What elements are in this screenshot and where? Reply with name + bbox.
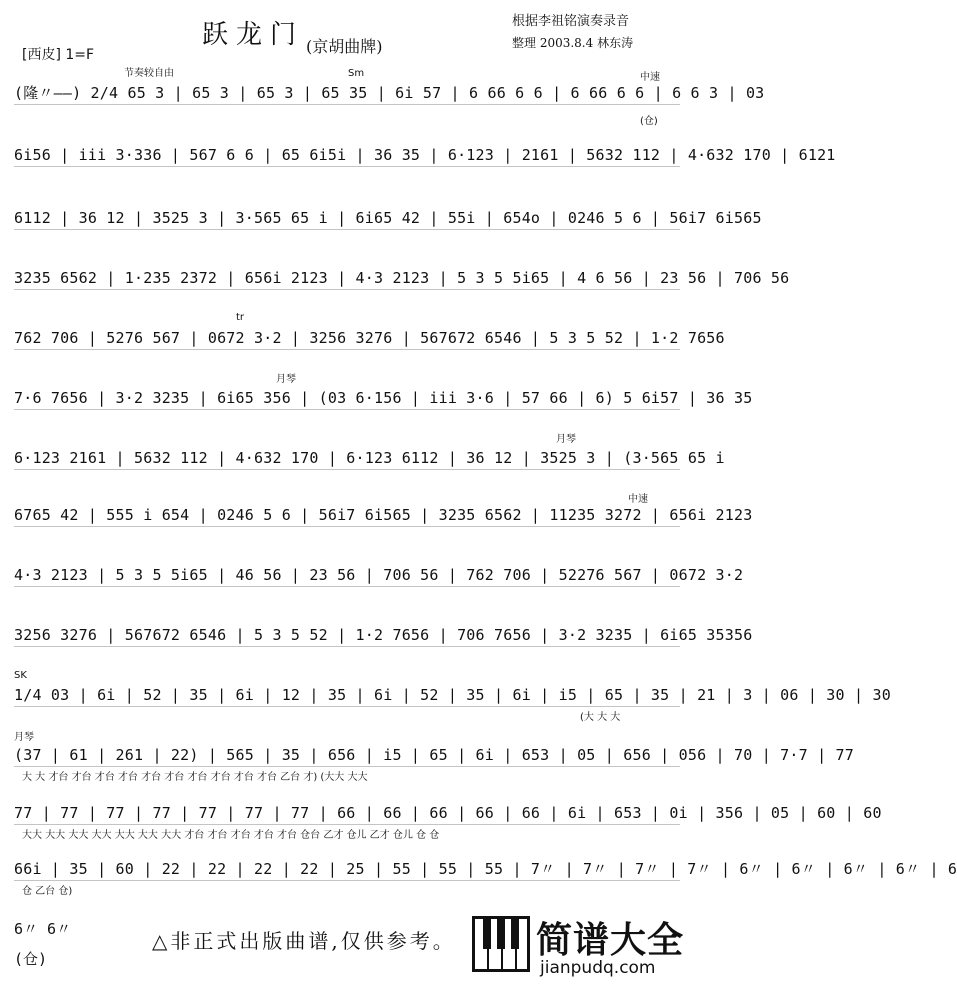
- bao-annotation: (仓): [640, 116, 658, 127]
- sm-annotation: Sm: [348, 68, 365, 79]
- score-row-2: 6i56 | iii 3·336 | 567 6 6 | 65 6i5i | 36 35 | 6·123 | 2161 | 5632 112 | 4·632 170 | 6121: [14, 142, 680, 168]
- score-row-1: (隆〃——) 2/4 65 3 | 65 3 | 65 3 | 65 35 | 6i 57 | 6 66 6 6 | 6 66 6 6 | 6 6 3 | 03: [14, 80, 680, 106]
- score-row-6: 7·6 7656 | 3·2 3235 | 6i65 356 | (03 6·156 | iii 3·6 | 57 66 | 6) 5 6i57 | 36 35: [14, 385, 680, 411]
- score-row-9: 4·3 2123 | 5 3 5 5i65 | 46 56 | 23 56 | 706 56 | 762 706 | 52276 567 | 0672 3·2: [14, 562, 680, 588]
- percussion-row-11: (大 大 大: [580, 712, 621, 723]
- logo-brand-text: 简谱大全: [536, 920, 685, 961]
- score-row-14: 66i | 35 | 60 | 22 | 22 | 22 | 22 | 25 | 55 | 55 | 55 | 7〃 | 7〃 | 7〃 | 7〃 | 6〃 | 6〃 | 6〃 | 6〃 | 6: [14, 856, 680, 882]
- score-title: 跃龙门: [202, 20, 305, 50]
- score-row-8: 6765 42 | 555 i 654 | 0246 5 6 | 56i7 6i565 | 3235 6562 | 11235 3272 | 656i 2123: [14, 502, 680, 528]
- piano-keys-icon: [472, 916, 530, 972]
- score-row-4: 3235 6562 | 1·235 2372 | 656i 2123 | 4·3 2123 | 5 3 5 5i65 | 4 6 56 | 23 56 | 706 56: [14, 265, 680, 291]
- score-row-11: 1/4 03 | 6i | 52 | 35 | 6i | 12 | 35 | 6i | 52 | 35 | 6i | i5 | 65 | 35 | 21 | 3 | 06 | 30 | 30: [14, 682, 680, 708]
- credit-line-1: 根据李祖铭演奏录音: [512, 14, 630, 29]
- logo-url-text[interactable]: jianpudq.com: [540, 958, 656, 978]
- sk-annotation: SK: [14, 670, 27, 681]
- percussion-row-12: 大 大 才台 才台 才台 才台 才台 才台 才台 才台 才台 才台 乙台 才) (大大 大大: [22, 772, 368, 783]
- score-row-13: 77 | 77 | 77 | 77 | 77 | 77 | 77 | 66 | 66 | 66 | 66 | 66 | 6i | 653 | 0i | 356 | 05 | 60 | 60: [14, 800, 680, 826]
- trill-annotation: tr: [236, 312, 245, 323]
- score-row-12: (37 | 61 | 261 | 22) | 565 | 35 | 656 | i5 | 65 | 6i | 653 | 05 | 656 | 056 | 70 | 7·7 | 77: [14, 742, 680, 768]
- percussion-row-13: 大大 大大 大大 大大 大大 大大 大大 才台 才台 才台 才台 才台 仓台 乙才 仓儿 乙才 仓儿 仓 仓: [22, 830, 440, 841]
- tempo-medium-annotation: 中速: [640, 72, 660, 83]
- yueqin-annotation-1: 月琴: [276, 374, 296, 385]
- yueqin-annotation-2: 月琴: [556, 434, 576, 445]
- tempo-medium-annotation-2: 中速: [628, 494, 648, 505]
- score-row-5: 762 706 | 5276 567 | 0672 3·2 | 3256 3276 | 567672 6546 | 5 3 5 52 | 1·2 7656: [14, 325, 680, 351]
- footer-note: △非正式出版曲谱,仅供参考。: [152, 929, 456, 953]
- key-signature: [西皮] 1=F: [22, 47, 95, 63]
- percussion-row-14: 仓 乙台 仓): [22, 886, 73, 897]
- credit-line-2: 整理 2003.8.4 林东涛: [512, 36, 634, 50]
- score-subtitle: (京胡曲牌): [306, 37, 383, 56]
- score-row-7: 6·123 2161 | 5632 112 | 4·632 170 | 6·123 6112 | 36 12 | 3525 3 | (3·565 65 i: [14, 445, 680, 471]
- score-row-3: 6112 | 36 12 | 3525 3 | 3·565 65 i | 6i65 42 | 55i | 654o | 0246 5 6 | 56i7 6i565: [14, 205, 680, 231]
- site-logo[interactable]: [472, 912, 686, 980]
- tempo-annotation: 节奏较自由: [124, 68, 174, 79]
- score-ending: 6〃 6〃 (仓): [14, 920, 72, 968]
- yueqin-annotation-3: 月琴: [14, 732, 34, 743]
- score-row-10: 3256 3276 | 567672 6546 | 5 3 5 52 | 1·2 7656 | 706 7656 | 3·2 3235 | 6i65 35356: [14, 622, 680, 648]
